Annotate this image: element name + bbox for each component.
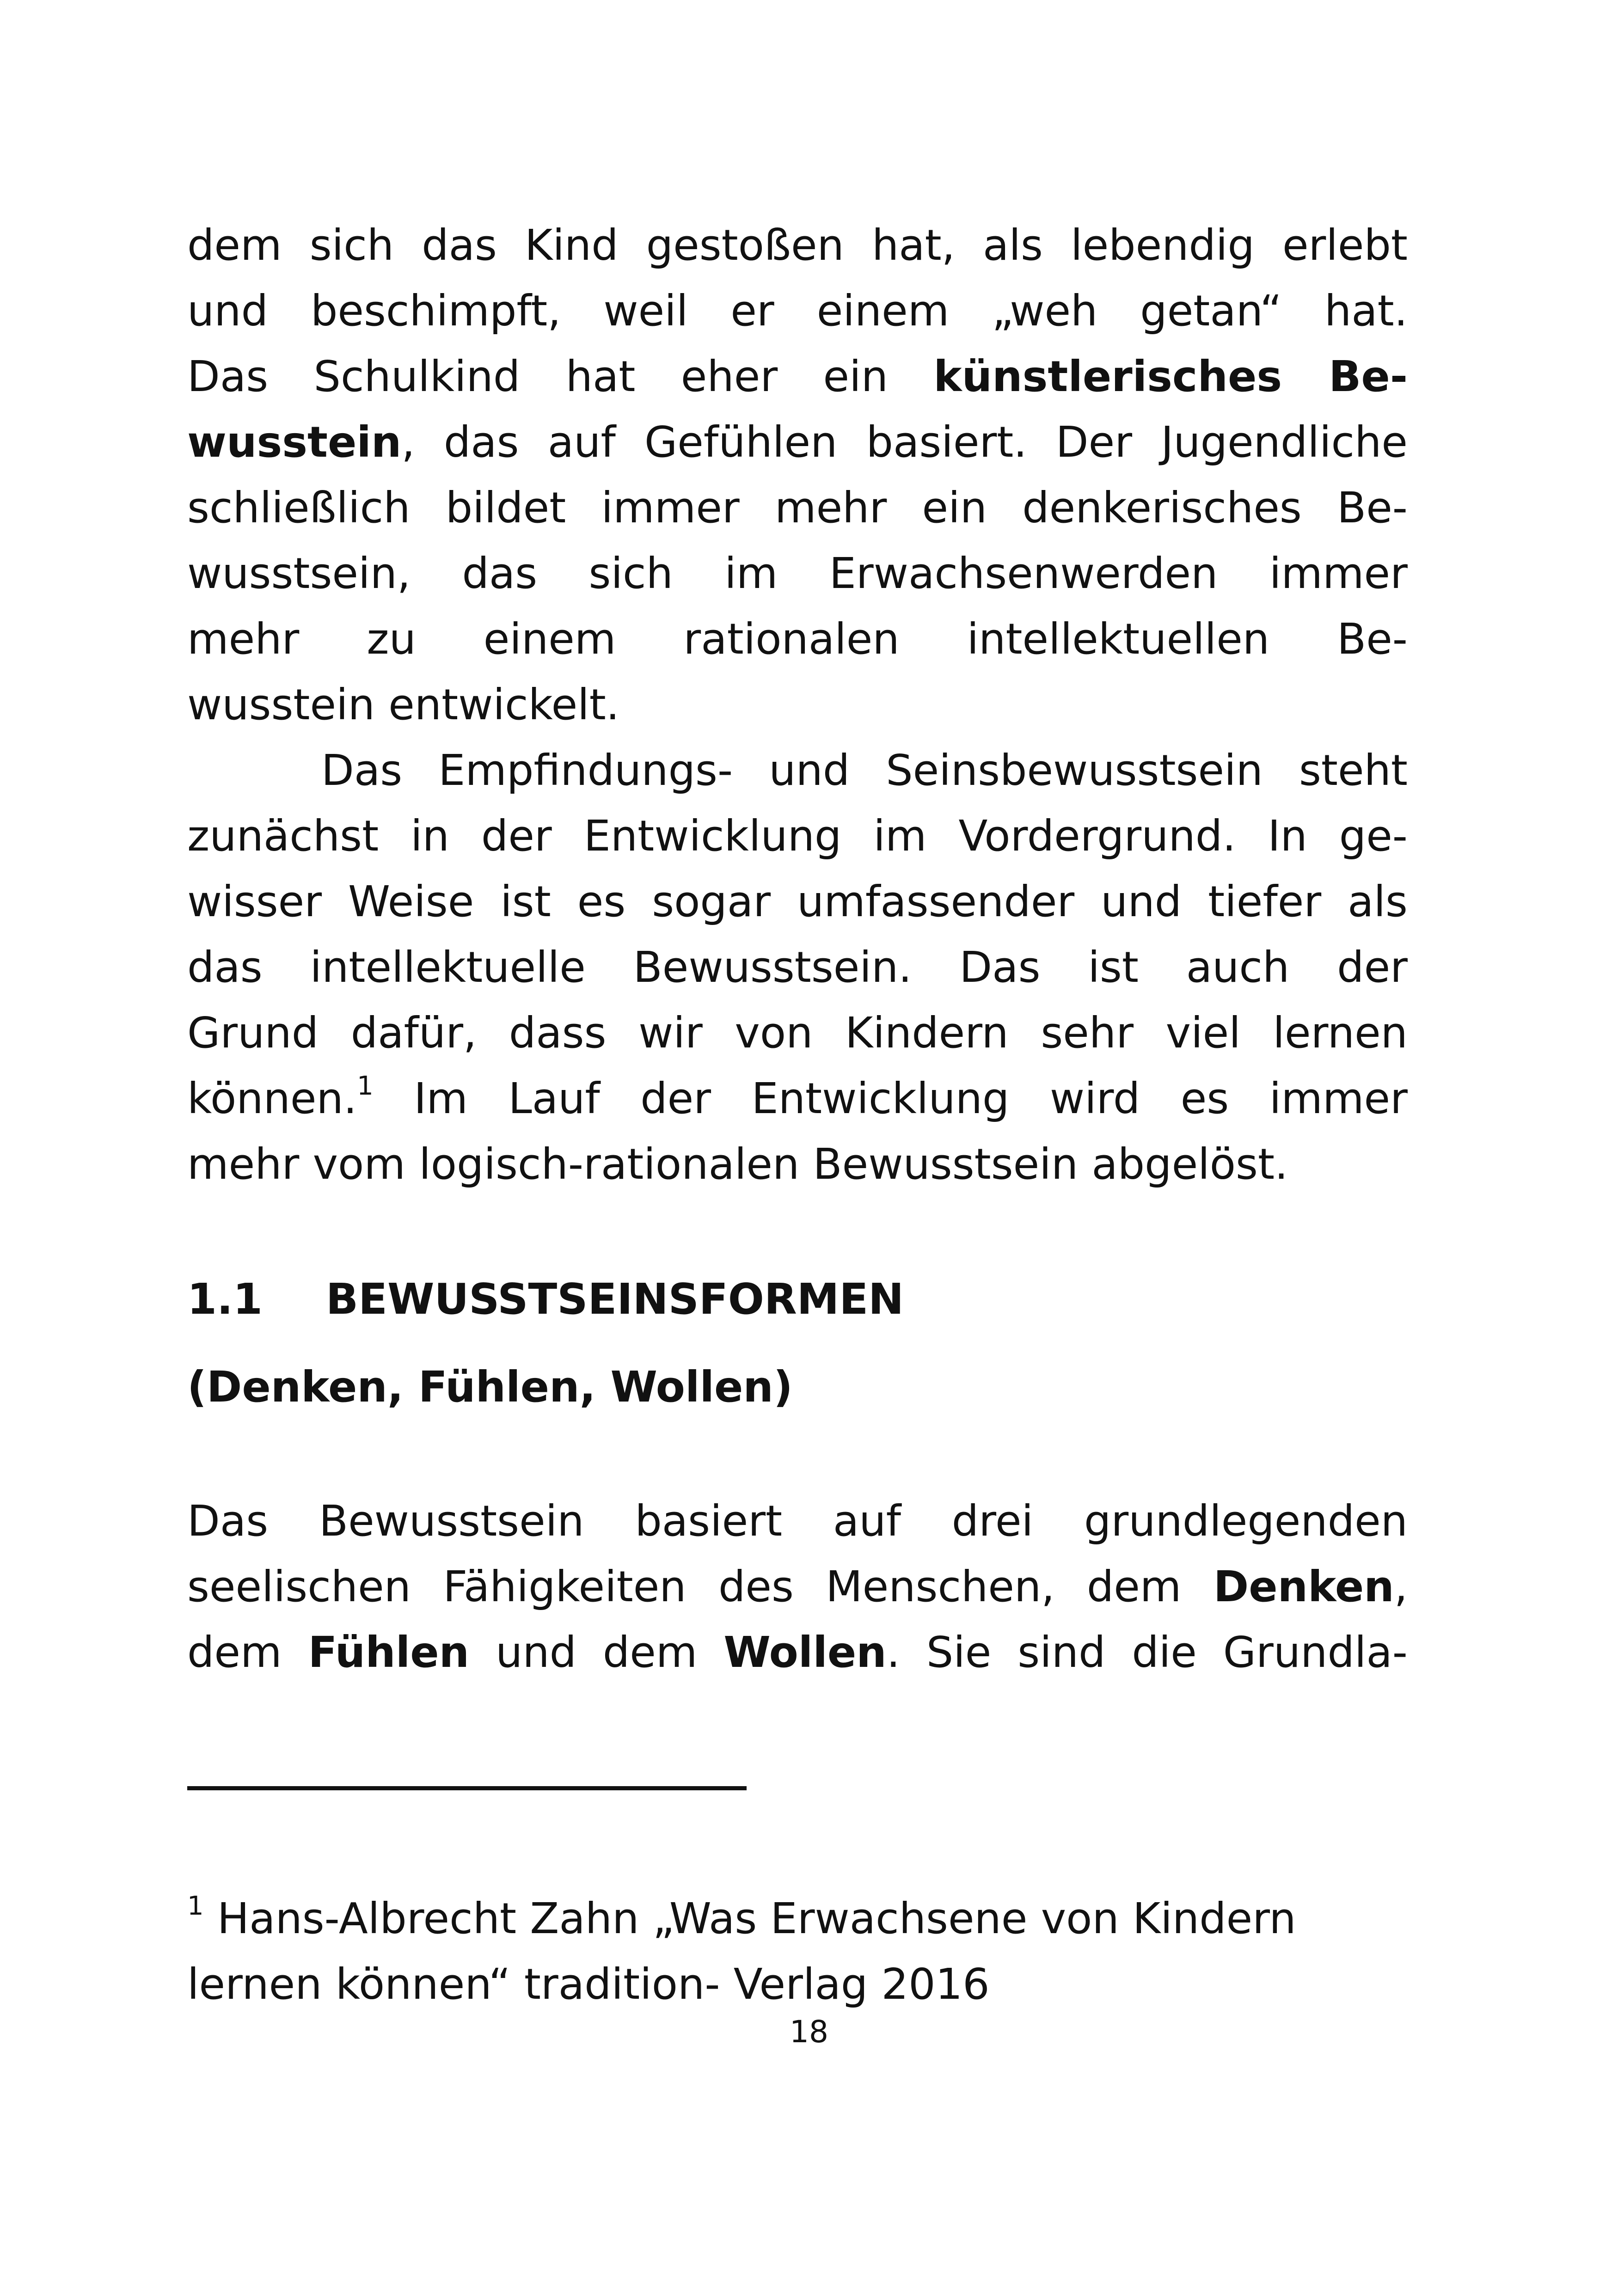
paragraph-1 — [187, 213, 1408, 738]
text-line — [187, 344, 1408, 410]
bold-term: Fühlen — [308, 1628, 470, 1677]
text-run: seelischen Fähigkeiten des Menschen, dem — [187, 1562, 1214, 1611]
text-run: . Sie sind die Grundla- — [886, 1628, 1408, 1677]
text-line: dem sich das Kind gestoßen hat, als lebendig erlebt — [187, 220, 1408, 270]
text-line: mehr zu einem rationalen intellektuellen Be- — [187, 614, 1408, 664]
text-line: Das Bewusstsein basiert auf drei grundlegenden — [187, 1496, 1408, 1546]
text-run: Im Lauf der Entwicklung wird es immer — [373, 1074, 1408, 1123]
text-line — [187, 1620, 1408, 1685]
footnote-line: lernen können“ tradition- Verlag 2016 — [187, 1959, 990, 2009]
text-run: dem — [187, 1628, 308, 1677]
text-run: Hans-Albrecht Zahn „Was Erwachsene von Kindern — [203, 1894, 1296, 1943]
text-line: mehr vom logisch-rationalen Bewusstsein abgelöst. — [187, 1139, 1288, 1189]
page-number: 18 — [790, 2014, 828, 2050]
footnote — [187, 1886, 1412, 2017]
text-line: wusstein entwickelt. — [187, 680, 620, 729]
bold-term: wusstein — [187, 417, 402, 467]
text-line: und beschimpft, weil er einem „weh getan“ hat. — [187, 286, 1408, 336]
bold-term: Denken — [1213, 1562, 1394, 1611]
section-title: BEWUSSTSEINSFORMEN — [326, 1274, 904, 1324]
text-line: wusstsein, das sich im Erwachsenwerden immer — [187, 549, 1408, 598]
text-line: schließlich bildet immer mehr ein denkerisches Be- — [187, 483, 1408, 533]
text-line: Das Empfindungs- und Seinsbewusstsein steht — [321, 746, 1408, 795]
text-line — [187, 1554, 1408, 1620]
text-line: Grund dafür, dass wir von Kindern sehr viel lernen — [187, 1008, 1408, 1058]
footnote-marker: 1 — [187, 1891, 204, 1921]
text-line — [187, 1066, 1408, 1132]
footnote-reference: 1 — [357, 1071, 374, 1101]
text-run: Das Schulkind hat eher ein — [187, 352, 934, 401]
footnote-divider — [187, 1786, 747, 1790]
paragraph-3 — [187, 1488, 1408, 1685]
text-run: , das auf Gefühlen basiert. Der Jugendliche — [401, 417, 1408, 467]
section-heading — [187, 1267, 1408, 1332]
text-run: und dem — [469, 1628, 724, 1677]
section-number: 1.1 — [187, 1274, 263, 1324]
text-run: , — [1394, 1562, 1408, 1611]
section-subtitle: (Denken, Fühlen, Wollen) — [187, 1362, 793, 1412]
text-line: das intellektuelle Bewusstsein. Das ist auch der — [187, 943, 1408, 992]
footnote-line — [187, 1886, 1412, 1952]
paragraph-2 — [187, 738, 1408, 1197]
text-line: wisser Weise ist es sogar umfassender und tiefer als — [187, 877, 1408, 926]
text-line — [187, 410, 1408, 475]
text-line: zunächst in der Entwicklung im Vordergrund. In ge- — [187, 811, 1408, 861]
bold-term: Wollen — [723, 1628, 887, 1677]
bold-term: künstlerisches Be- — [933, 352, 1408, 401]
text-run: können. — [187, 1074, 357, 1123]
